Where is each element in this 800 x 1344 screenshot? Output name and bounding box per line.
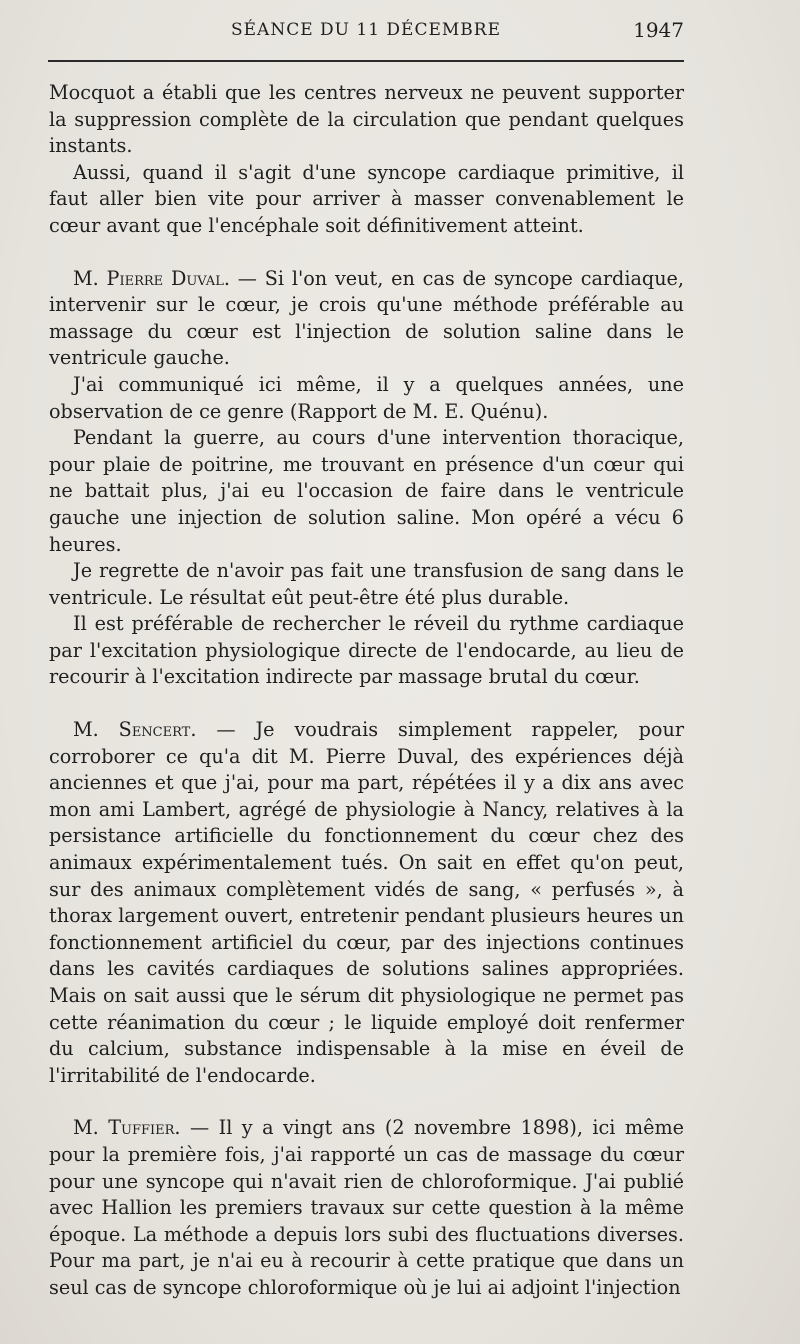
paragraph-duval-observation — [49, 372, 684, 425]
paragraph-text: Aussi, quand il s'agit d'une syncope cardiaque primitive, il faut aller bien vite pour arriver à masser convenablement le cœur avant que l'encéphale soit définitivement atteint. — [49, 160, 684, 237]
paragraph-text: Il est préférable de rechercher le réveil du rythme cardiaque par l'excitation physiologique directe de l'endocarde, au lieu de recourir à l'excitation indirecte par massage brutal du cœur. — [49, 612, 684, 689]
paragraph-text: — Je voudrais simplement rappeler, pour corroborer ce qu'a dit M. Pierre Duval, des expériences déjà anciennes et que j'ai, pour ma part, répétées il y a dix ans avec mon ami Lambert, agrégé de physiologie à Nancy, relatives à la persistance artificielle du fonctionnement du cœur chez des animaux expérimentalement tués. On sait en effet qu'on peut, sur des animaux complètement vidés de sang, « perfusés », à thorax largement ouvert, entretenir pendant plusieurs heures un fonctionnement artificiel du cœur, par des injections continues dans les cavités cardiaques de solutions salines appropriées. Mais on sait aussi que le sérum dit physiologique ne permet pas cette réanimation du cœur ; le liquide employé doit renfermer du calcium, substance indispensable à la mise en éveil de l'irritabilité de l'endocarde. — [49, 718, 684, 1087]
paragraph-duval-guerre — [49, 425, 684, 558]
paragraph-duval-intro — [49, 266, 684, 372]
paragraph-duval-transfusion — [49, 558, 684, 611]
paragraph-text: J'ai communiqué ici même, il y a quelques années, une observation de ce genre (Rapport de M. E. Quénu). — [49, 372, 684, 423]
paragraph-syncope-primitive — [49, 160, 684, 240]
header-rule — [48, 60, 684, 62]
speaker-name: M. Tuffier. — [73, 1116, 181, 1140]
paragraph-duval-rythme — [49, 611, 684, 691]
paragraph-tuffier — [49, 1115, 684, 1301]
running-title: SÉANCE DU 11 DÉCEMBRE — [231, 20, 501, 40]
paragraph-text: Je regrette de n'avoir pas fait une transfusion de sang dans le ventricule. Le résultat eût peut-être été plus durable. — [49, 559, 684, 609]
speaker-name: M. Sencert. — [73, 718, 197, 742]
speaker-name: M. Pierre Duval. — [73, 266, 230, 290]
body-text — [49, 80, 684, 1302]
paragraph-text: Mocquot a établi que les centres nerveux ne peuvent supporter la suppression complète de la circulation que pendant quelques instants. — [49, 81, 684, 158]
paragraph-mocquot — [49, 80, 684, 160]
running-head — [48, 18, 684, 48]
paragraph-sencert — [49, 717, 684, 1089]
paragraph-text: — Il y a vingt ans (2 novembre 1898), ici même pour la première fois, j'ai rapporté un cas de massage du cœur pour une syncope qui n'avait rien de chloroformique. J'ai publié avec Hallion les premiers travaux sur cette question à la même époque. La méthode a depuis lors subi des fluctuations diverses. Pour ma part, je n'ai eu à recourir à cette pratique que dans un seul cas de syncope chloroformique où je lui ai adjoint l'injection — [49, 1116, 684, 1299]
paragraph-text: — Si l'on veut, en cas de syncope cardiaque, intervenir sur le cœur, je crois qu'une méthode préférable au massage du cœur est l'injection de solution saline dans le ventricule gauche. — [49, 266, 685, 370]
paragraph-text: Pendant la guerre, au cours d'une intervention thoracique, pour plaie de poitrine, me trouvant en présence d'un cœur qui ne battait plus, j'ai eu l'occasion de faire dans le ventricule gauche une injection de solution saline. Mon opéré a vécu 6 heures. — [49, 426, 684, 556]
page-number: 1947 — [633, 18, 684, 42]
